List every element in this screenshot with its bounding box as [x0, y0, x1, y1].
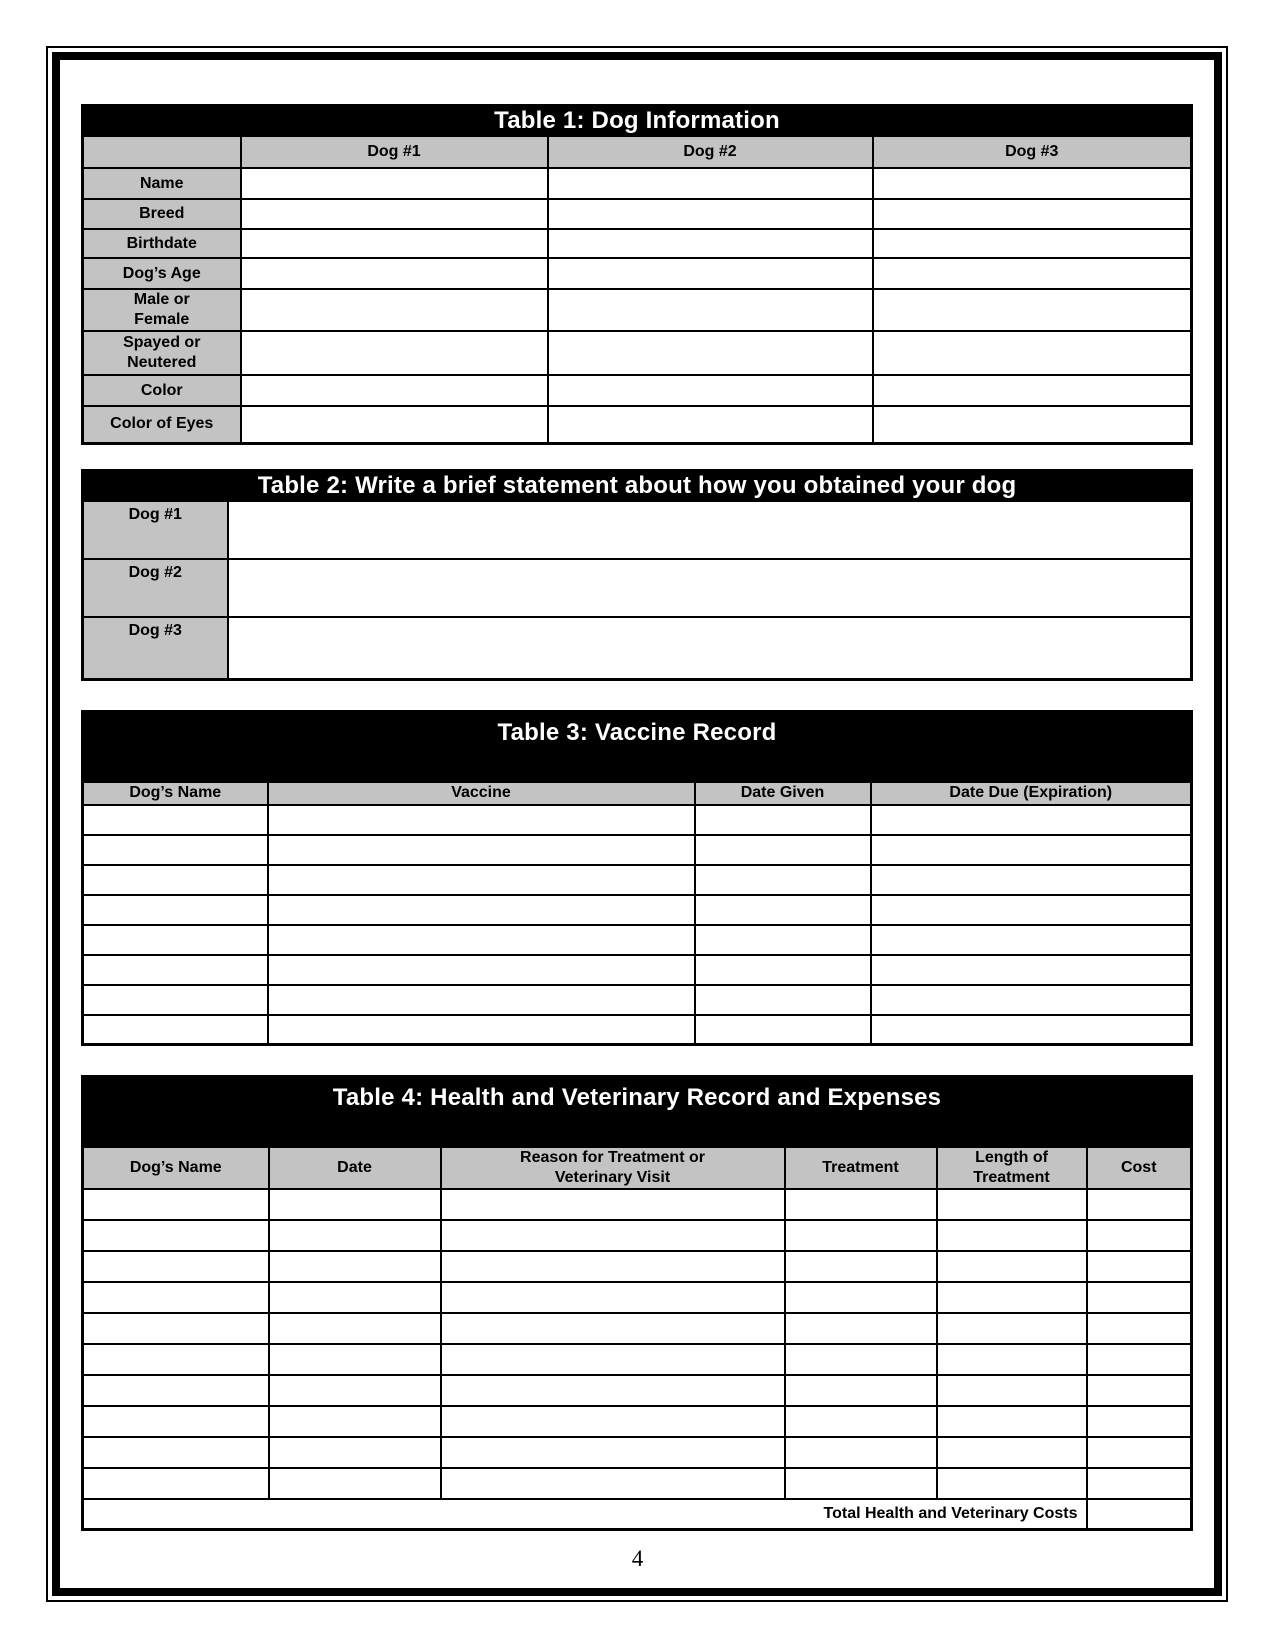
- table3-input-due-1[interactable]: [871, 805, 1192, 835]
- table1-input-spayed-dog3[interactable]: [873, 331, 1192, 375]
- table4-input-total-cost[interactable]: [1087, 1499, 1192, 1530]
- table1-row-label-eye-color: Color of Eyes: [83, 406, 241, 443]
- table4-input-treatment-6[interactable]: [785, 1344, 937, 1375]
- table4-input-cost-10[interactable]: [1087, 1468, 1192, 1499]
- table4-input-cost-8[interactable]: [1087, 1406, 1192, 1437]
- table4-col-date: Date: [269, 1147, 441, 1189]
- table2-statement-dog3[interactable]: [228, 617, 1192, 679]
- table4-input-reason-10[interactable]: [441, 1468, 785, 1499]
- table4-input-cost-3[interactable]: [1087, 1251, 1192, 1282]
- table3-input-due-4[interactable]: [871, 895, 1192, 925]
- table4-input-name-3[interactable]: [83, 1251, 269, 1282]
- table1-input-sex-dog2[interactable]: [548, 289, 873, 331]
- table1-input-name-dog3[interactable]: [873, 168, 1192, 199]
- table3-input-vaccine-6[interactable]: [268, 955, 695, 985]
- table4-input-date-5[interactable]: [269, 1313, 441, 1344]
- table-1-dog-information: [81, 104, 1193, 445]
- table3-col-date-due: Date Due (Expiration): [871, 782, 1192, 805]
- table3-input-given-5[interactable]: [695, 925, 871, 955]
- table4-input-cost-6[interactable]: [1087, 1344, 1192, 1375]
- table4-input-reason-7[interactable]: [441, 1375, 785, 1406]
- table4-col-cost: Cost: [1087, 1147, 1192, 1189]
- table4-input-treatment-9[interactable]: [785, 1437, 937, 1468]
- table1-input-sex-dog1[interactable]: [241, 289, 548, 331]
- table1-input-color-dog2[interactable]: [548, 375, 873, 406]
- table-4-health-vet-record: [81, 1075, 1193, 1531]
- table2-row-label-dog2: Dog #2: [83, 559, 228, 617]
- table3-title: Table 3: Vaccine Record: [83, 712, 1192, 782]
- table3-input-given-2[interactable]: [695, 835, 871, 865]
- table3-input-given-7[interactable]: [695, 985, 871, 1015]
- table3-input-vaccine-4[interactable]: [268, 895, 695, 925]
- table4-input-reason-8[interactable]: [441, 1406, 785, 1437]
- table4-input-date-7[interactable]: [269, 1375, 441, 1406]
- table4-input-treatment-5[interactable]: [785, 1313, 937, 1344]
- table3-input-given-4[interactable]: [695, 895, 871, 925]
- table4-input-reason-5[interactable]: [441, 1313, 785, 1344]
- table3-input-given-6[interactable]: [695, 955, 871, 985]
- table4-input-treatment-1[interactable]: [785, 1189, 937, 1220]
- table4-input-length-10[interactable]: [937, 1468, 1087, 1499]
- table4-input-name-10[interactable]: [83, 1468, 269, 1499]
- table3-input-name-7[interactable]: [83, 985, 268, 1015]
- table3-input-due-7[interactable]: [871, 985, 1192, 1015]
- table1-col-dog2: Dog #2: [548, 136, 873, 168]
- table3-input-vaccine-1[interactable]: [268, 805, 695, 835]
- table1-input-age-dog2[interactable]: [548, 258, 873, 289]
- table4-input-length-8[interactable]: [937, 1406, 1087, 1437]
- table4-input-name-9[interactable]: [83, 1437, 269, 1468]
- page-number: 4: [631, 1546, 644, 1571]
- table4-input-reason-2[interactable]: [441, 1220, 785, 1251]
- table4-input-treatment-2[interactable]: [785, 1220, 937, 1251]
- table4-input-length-2[interactable]: [937, 1220, 1087, 1251]
- table3-input-name-3[interactable]: [83, 865, 268, 895]
- table1-input-color-dog1[interactable]: [241, 375, 548, 406]
- table3-input-vaccine-3[interactable]: [268, 865, 695, 895]
- table1-input-color-dog3[interactable]: [873, 375, 1192, 406]
- table4-input-cost-5[interactable]: [1087, 1313, 1192, 1344]
- table4-input-length-3[interactable]: [937, 1251, 1087, 1282]
- table3-input-name-1[interactable]: [83, 805, 268, 835]
- table1-row-label-breed: Breed: [83, 199, 241, 229]
- table4-input-date-9[interactable]: [269, 1437, 441, 1468]
- table3-input-given-8[interactable]: [695, 1015, 871, 1045]
- table1-input-spayed-dog2[interactable]: [548, 331, 873, 375]
- table1-input-birthdate-dog1[interactable]: [241, 229, 548, 258]
- table4-input-length-1[interactable]: [937, 1189, 1087, 1220]
- table4-input-length-5[interactable]: [937, 1313, 1087, 1344]
- table2-row-label-dog1: Dog #1: [83, 501, 228, 559]
- table1-input-spayed-dog1[interactable]: [241, 331, 548, 375]
- table1-title: Table 1: Dog Information: [83, 106, 1192, 137]
- table4-input-name-2[interactable]: [83, 1220, 269, 1251]
- table1-input-sex-dog3[interactable]: [873, 289, 1192, 331]
- table4-input-date-3[interactable]: [269, 1251, 441, 1282]
- table4-input-treatment-3[interactable]: [785, 1251, 937, 1282]
- table3-input-name-4[interactable]: [83, 895, 268, 925]
- table4-input-reason-6[interactable]: [441, 1344, 785, 1375]
- table3-input-vaccine-7[interactable]: [268, 985, 695, 1015]
- table4-input-reason-1[interactable]: [441, 1189, 785, 1220]
- table4-input-name-5[interactable]: [83, 1313, 269, 1344]
- table2-row-label-dog3: Dog #3: [83, 617, 228, 679]
- table1-row-label-color: Color: [83, 375, 241, 406]
- table1-col-dog3: Dog #3: [873, 136, 1192, 168]
- table4-input-treatment-7[interactable]: [785, 1375, 937, 1406]
- table4-input-cost-7[interactable]: [1087, 1375, 1192, 1406]
- table1-input-breed-dog2[interactable]: [548, 199, 873, 229]
- table1-input-birthdate-dog2[interactable]: [548, 229, 873, 258]
- table1-input-eyecolor-dog1[interactable]: [241, 406, 548, 443]
- table4-input-reason-9[interactable]: [441, 1437, 785, 1468]
- table1-input-age-dog1[interactable]: [241, 258, 548, 289]
- table1-row-label-sex: Male or Female: [83, 289, 241, 331]
- table1-row-label-birthdate: Birthdate: [83, 229, 241, 258]
- table3-input-vaccine-5[interactable]: [268, 925, 695, 955]
- table1-input-name-dog2[interactable]: [548, 168, 873, 199]
- table4-input-treatment-4[interactable]: [785, 1282, 937, 1313]
- table3-input-given-1[interactable]: [695, 805, 871, 835]
- table4-total-label: Total Health and Veterinary Costs: [83, 1499, 1087, 1530]
- table1-corner-cell: [83, 136, 241, 168]
- table4-input-date-4[interactable]: [269, 1282, 441, 1313]
- table1-input-name-dog1[interactable]: [241, 168, 548, 199]
- table4-col-treatment: Treatment: [785, 1147, 937, 1189]
- table3-input-due-2[interactable]: [871, 835, 1192, 865]
- table4-col-reason: Reason for Treatment or Veterinary Visit: [441, 1147, 785, 1189]
- table4-input-length-7[interactable]: [937, 1375, 1087, 1406]
- table4-col-dogs-name: Dog’s Name: [83, 1147, 269, 1189]
- table4-input-name-4[interactable]: [83, 1282, 269, 1313]
- table2-title: Table 2: Write a brief statement about how you obtained your dog: [83, 471, 1192, 502]
- table4-input-length-4[interactable]: [937, 1282, 1087, 1313]
- table4-input-cost-9[interactable]: [1087, 1437, 1192, 1468]
- table4-input-name-8[interactable]: [83, 1406, 269, 1437]
- table2-statement-dog1[interactable]: [228, 501, 1192, 559]
- table1-row-label-name: Name: [83, 168, 241, 199]
- table4-input-length-6[interactable]: [937, 1344, 1087, 1375]
- table-3-vaccine-record: [81, 710, 1193, 1046]
- table1-row-label-age: Dog’s Age: [83, 258, 241, 289]
- table3-input-vaccine-8[interactable]: [268, 1015, 695, 1045]
- table3-input-due-8[interactable]: [871, 1015, 1192, 1045]
- table4-input-cost-4[interactable]: [1087, 1282, 1192, 1313]
- table1-input-breed-dog1[interactable]: [241, 199, 548, 229]
- table4-input-date-8[interactable]: [269, 1406, 441, 1437]
- table4-input-reason-3[interactable]: [441, 1251, 785, 1282]
- table4-col-length: Length of Treatment: [937, 1147, 1087, 1189]
- table4-title: Table 4: Health and Veterinary Record and Expenses: [83, 1077, 1192, 1147]
- table4-input-date-2[interactable]: [269, 1220, 441, 1251]
- table4-input-date-1[interactable]: [269, 1189, 441, 1220]
- table3-input-name-5[interactable]: [83, 925, 268, 955]
- table3-input-due-6[interactable]: [871, 955, 1192, 985]
- table3-input-given-3[interactable]: [695, 865, 871, 895]
- table3-col-vaccine: Vaccine: [268, 782, 695, 805]
- table1-input-eyecolor-dog3[interactable]: [873, 406, 1192, 443]
- table1-input-eyecolor-dog2[interactable]: [548, 406, 873, 443]
- table1-input-breed-dog3[interactable]: [873, 199, 1192, 229]
- table1-row-label-spayed-neutered: Spayed or Neutered: [83, 331, 241, 375]
- table3-col-date-given: Date Given: [695, 782, 871, 805]
- table3-input-vaccine-2[interactable]: [268, 835, 695, 865]
- table4-input-length-9[interactable]: [937, 1437, 1087, 1468]
- table4-input-cost-1[interactable]: [1087, 1189, 1192, 1220]
- table4-input-cost-2[interactable]: [1087, 1220, 1192, 1251]
- table1-input-age-dog3[interactable]: [873, 258, 1192, 289]
- table3-col-dogs-name: Dog’s Name: [83, 782, 268, 805]
- table1-col-dog1: Dog #1: [241, 136, 548, 168]
- table3-input-name-2[interactable]: [83, 835, 268, 865]
- table1-input-birthdate-dog3[interactable]: [873, 229, 1192, 258]
- table4-input-treatment-8[interactable]: [785, 1406, 937, 1437]
- table3-input-due-5[interactable]: [871, 925, 1192, 955]
- table4-input-name-7[interactable]: [83, 1375, 269, 1406]
- table4-input-reason-4[interactable]: [441, 1282, 785, 1313]
- table4-input-date-10[interactable]: [269, 1468, 441, 1499]
- table3-input-name-8[interactable]: [83, 1015, 268, 1045]
- table-2-how-obtained: [81, 469, 1193, 681]
- table3-input-due-3[interactable]: [871, 865, 1192, 895]
- table2-statement-dog2[interactable]: [228, 559, 1192, 617]
- table3-input-name-6[interactable]: [83, 955, 268, 985]
- table4-input-date-6[interactable]: [269, 1344, 441, 1375]
- table4-input-name-1[interactable]: [83, 1189, 269, 1220]
- table4-input-treatment-10[interactable]: [785, 1468, 937, 1499]
- table4-input-name-6[interactable]: [83, 1344, 269, 1375]
